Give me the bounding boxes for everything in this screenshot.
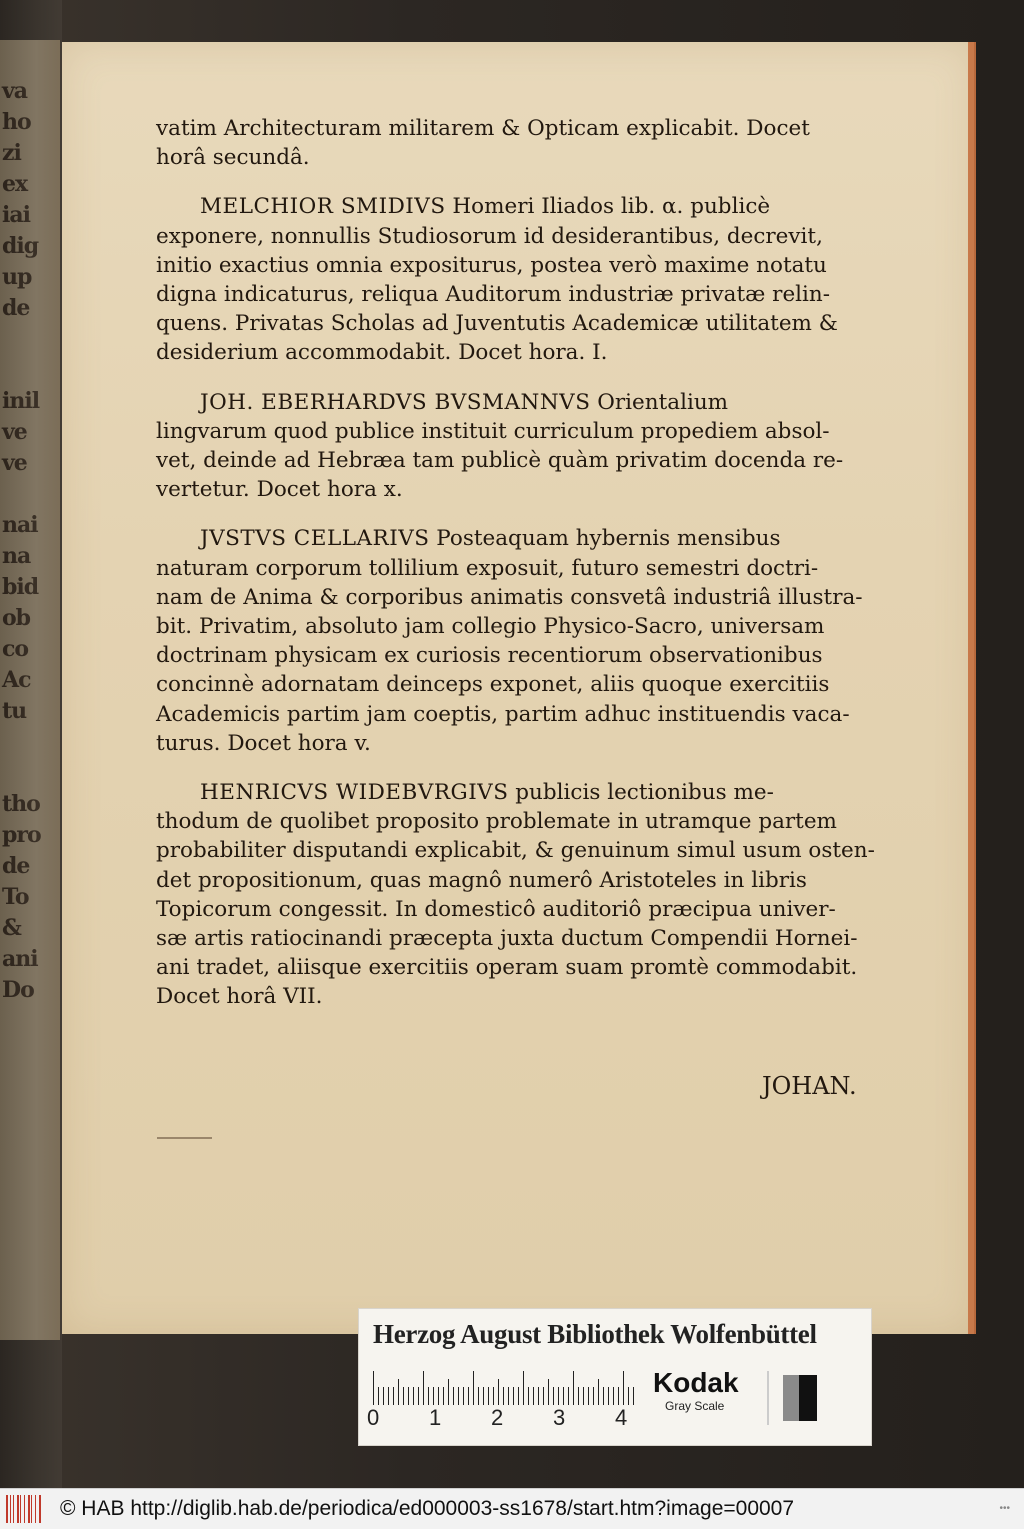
logo-bar xyxy=(13,1495,14,1523)
line-text: Homeri Iliados lib. α. publicè xyxy=(445,194,771,220)
professor-name: JVSTVS CELLARIVS xyxy=(200,526,430,552)
ruler-tick xyxy=(498,1379,499,1405)
text-line: Academicis partim jam coeptis, partim adhuc instituendis vaca- xyxy=(156,701,850,727)
ruler-tick xyxy=(553,1387,554,1405)
ruler-tick xyxy=(628,1387,629,1405)
text-line: lingvarum quod publice instituit curriculum propediem absol- xyxy=(156,418,830,444)
ruler-tick xyxy=(488,1387,489,1405)
line-text: Posteaquam hybernis mensibus xyxy=(429,526,781,552)
document-page xyxy=(62,42,976,1334)
ruler-number: 2 xyxy=(491,1405,504,1430)
ruler-tick xyxy=(493,1387,494,1405)
ruler-tick xyxy=(378,1387,379,1405)
gray-swatch xyxy=(783,1375,799,1421)
hab-logo-icon xyxy=(6,1495,46,1523)
ruler-tick xyxy=(483,1387,484,1405)
text-line: probabiliter disputandi explicabit, & genuinum simul usum osten- xyxy=(156,838,875,864)
ruler-tick xyxy=(403,1387,404,1405)
text-line xyxy=(156,778,886,807)
gray-swatches xyxy=(767,1371,817,1425)
ruler-tick xyxy=(458,1387,459,1405)
paragraph xyxy=(156,192,886,367)
ruler-tick xyxy=(423,1371,424,1405)
ruler-tick xyxy=(443,1387,444,1405)
ruler-tick xyxy=(508,1387,509,1405)
logo-bar xyxy=(10,1495,11,1523)
text-line: turus. Docet hora v. xyxy=(156,730,371,756)
gray-scale-label: Gray Scale xyxy=(665,1399,725,1413)
ruler-tick xyxy=(563,1387,564,1405)
ruler-tick xyxy=(453,1387,454,1405)
text-line: Docet horâ VII. xyxy=(156,984,323,1010)
text-line: sæ artis ratiocinandi præcepta juxta ductum Compendii Hornei- xyxy=(156,926,858,952)
ruler-tick xyxy=(398,1379,399,1405)
text-line: exponere, nonnullis Studiosorum id desiderantibus, decrevit, xyxy=(156,223,823,249)
ruler-tick xyxy=(468,1387,469,1405)
text-line xyxy=(156,192,886,221)
paragraph xyxy=(156,524,886,758)
ruler-tick xyxy=(588,1387,589,1405)
ruler-number: 3 xyxy=(553,1405,566,1430)
line-text: publicis lectionibus me- xyxy=(508,780,774,806)
footer-dots: ••• xyxy=(999,1503,1010,1514)
professor-name: HENRICVS WIDEBVRGIVS xyxy=(200,780,509,806)
text-line: ani tradet, aliisque exercitiis operam suam promtè commodabit. xyxy=(156,955,858,981)
text-line: vet, deinde ad Hebræa tam publicè quàm privatim docenda re- xyxy=(156,448,844,474)
line-text: Orientalium xyxy=(590,389,729,415)
ruler-tick xyxy=(623,1371,624,1405)
ruler-tick xyxy=(433,1387,434,1405)
ruler-tick xyxy=(478,1387,479,1405)
catchword: JOHAN. xyxy=(762,1072,857,1100)
text-line: concinnè adornatam deinceps exponet, aliis quoque exercitiis xyxy=(156,672,830,698)
text-line: thodum de quolibet proposito problemate in utramque partem xyxy=(156,809,837,835)
black-swatch xyxy=(799,1375,817,1421)
text-line: Topicorum congessit. In domesticô auditoriô præcipua univer- xyxy=(156,896,836,922)
footer-url[interactable]: © HAB http://diglib.hab.de/periodica/ed000003-ss1678/start.htm?image=00007 xyxy=(60,1497,795,1520)
logo-bar xyxy=(31,1495,32,1523)
ruler-tick xyxy=(383,1387,384,1405)
ruler-tick xyxy=(598,1379,599,1405)
text-line: quens. Privatas Scholas ad Juventutis Academicæ utilitatem & xyxy=(156,311,838,337)
ruler-tick xyxy=(463,1387,464,1405)
logo-bar xyxy=(35,1495,36,1523)
ruler-tick xyxy=(593,1387,594,1405)
ruler-tick xyxy=(608,1387,609,1405)
ruler-tick xyxy=(538,1387,539,1405)
logo-bar xyxy=(20,1495,21,1523)
ruler-tick xyxy=(388,1387,389,1405)
ruler-number: 1 xyxy=(429,1405,442,1430)
text-line: naturam corporum tollilium exposuit, futuro semestri doctri- xyxy=(156,555,819,581)
ruler-tick xyxy=(618,1387,619,1405)
logo-bar xyxy=(6,1495,8,1523)
paragraph xyxy=(156,114,886,172)
text-line: vatim Architecturam militarem & Opticam explicabit. Docet xyxy=(156,116,810,141)
ruler-tick xyxy=(518,1387,519,1405)
ruler-tick xyxy=(448,1379,449,1405)
text-line: digna indicaturus, reliqua Auditorum industriæ privatæ relin- xyxy=(156,282,831,308)
text-line: doctrinam physicam ex curiosis recentiorum observationibus xyxy=(156,643,823,669)
ruler-tick xyxy=(428,1387,429,1405)
ruler-tick xyxy=(373,1371,374,1405)
ruler-tick xyxy=(558,1387,559,1405)
ruler-number: 0 xyxy=(367,1405,380,1430)
binding-shadow xyxy=(0,0,62,1488)
text-line: bit. Privatim, absoluto jam collegio Physico-Sacro, universam xyxy=(156,614,825,640)
ruler-tick xyxy=(613,1387,614,1405)
ruler-tick xyxy=(633,1387,634,1405)
ruler-tick xyxy=(418,1387,419,1405)
ruler-tick xyxy=(503,1387,504,1405)
ruler-tick xyxy=(543,1387,544,1405)
kodak-logo: Kodak xyxy=(653,1367,739,1398)
text-line: initio exactius omnia expositurus, postea verò maxime notatu xyxy=(156,252,827,278)
text-line xyxy=(156,388,886,417)
ruler-tick xyxy=(523,1371,524,1405)
paragraph xyxy=(156,778,886,1012)
text-line: desiderium accommodabit. Docet hora. I. xyxy=(156,340,608,366)
ruler-tick xyxy=(533,1387,534,1405)
ruler-number: 4 xyxy=(615,1405,628,1430)
ruler-tick xyxy=(568,1387,569,1405)
footer-bar xyxy=(0,1488,1024,1529)
logo-bar xyxy=(39,1495,41,1523)
footer-rule xyxy=(157,1137,212,1139)
ruler-tick xyxy=(413,1387,414,1405)
paragraph xyxy=(156,388,886,505)
ruler-tick xyxy=(573,1371,574,1405)
logo-bar xyxy=(24,1495,25,1523)
text-line xyxy=(156,524,886,553)
ruler-numbers xyxy=(367,1405,667,1435)
scale-ruler xyxy=(373,1371,643,1405)
ruler-tick xyxy=(578,1387,579,1405)
page-text xyxy=(156,114,886,1032)
ruler-tick xyxy=(438,1387,439,1405)
ruler-tick xyxy=(393,1387,394,1405)
ruler-tick xyxy=(603,1387,604,1405)
ruler-tick xyxy=(548,1379,549,1405)
professor-name: JOH. EBERHARDVS BVSMANNVS xyxy=(200,389,591,415)
ruler-tick xyxy=(583,1387,584,1405)
color-reference-card xyxy=(358,1308,872,1446)
ruler-tick xyxy=(408,1387,409,1405)
text-line: det propositionum, quas magnô numerô Aristoteles in libris xyxy=(156,867,807,893)
ruler-tick xyxy=(473,1371,474,1405)
ruler-tick xyxy=(513,1387,514,1405)
logo-bar xyxy=(28,1495,30,1523)
text-line: vertetur. Docet hora x. xyxy=(156,477,403,503)
text-line: horâ secundâ. xyxy=(156,145,310,171)
text-line: nam de Anima & corporibus animatis consvetâ industriâ illustra- xyxy=(156,584,863,610)
library-name: Herzog August Bibliothek Wolfenbüttel xyxy=(373,1319,817,1349)
ruler-tick xyxy=(528,1387,529,1405)
professor-name: MELCHIOR SMIDIVS xyxy=(200,194,446,220)
logo-bar xyxy=(17,1495,19,1523)
